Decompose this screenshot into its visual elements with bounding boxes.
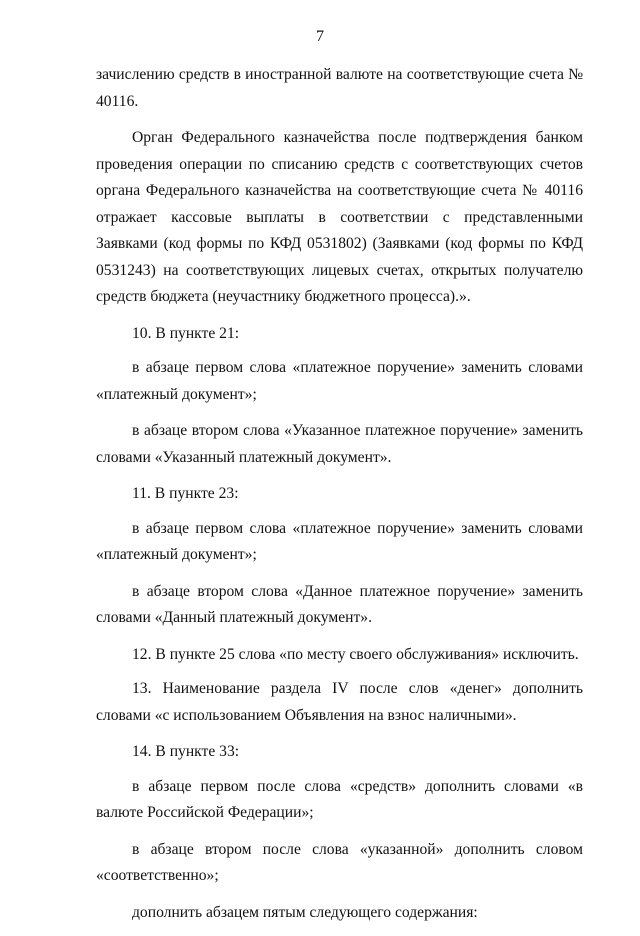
page-number: 7 (316, 28, 324, 45)
paragraph-item-12: 12. В пункте 25 слова «по месту своего обслуживания» исключить. (132, 645, 579, 663)
document-body (96, 62, 583, 936)
paragraph-item-10-second: в абзаце втором слова «Указанное платежное поручение» заменить словами «Указанный платежный документ». (96, 422, 583, 466)
paragraph-item-13: 13. Наименование раздела IV после слов «денег» дополнить словами «с использованием Объявления на взнос наличными». (96, 680, 583, 724)
paragraph-item-11: 11. В пункте 23: (132, 485, 239, 502)
paragraph-item-11-second: в абзаце втором слова «Данное платежное поручение» заменить словами «Данный платежный документ». (96, 582, 583, 626)
paragraph-item-14-first: в абзаце первом после слова «средств» дополнить словами «в валюте Российской Федерации»; (96, 777, 583, 821)
paragraph-item-10-first: в абзаце первом слова «платежное поручение» заменить словами «платежный документ»; (96, 359, 583, 403)
paragraph-item-10: 10. В пункте 21: (132, 324, 240, 342)
paragraph-item-14: 14. В пункте 33: (132, 743, 240, 760)
paragraph-item-11-first: в абзаце первом слова «платежное поручение» заменить словами «платежный документ»; (96, 519, 583, 563)
paragraph-item-14-fifth: дополнить абзацем пятым следующего содержания: (132, 903, 478, 921)
paragraph-continuation: зачислению средств в иностранной валюте на соответствующие счета № 40116. (96, 66, 583, 110)
paragraph-treasury-body: Орган Федерального казначейства после подтверждения банком проведения операции по списанию средств с соответствующих счетов органа Федерального казначейства на соответствующие счета № 40116 отражает кассовые выплаты в соответствии с представленными Заявками (код формы по КФД 0531802) (Заявками (код формы по КФД 0531243) на соответствующих лицевых счетах, открытых получателю средств бюджета (неучастнику бюджетного процесса).». (96, 129, 583, 305)
paragraph-item-14-second: в абзаце втором после слова «указанной» дополнить словом «соответственно»; (96, 840, 583, 884)
